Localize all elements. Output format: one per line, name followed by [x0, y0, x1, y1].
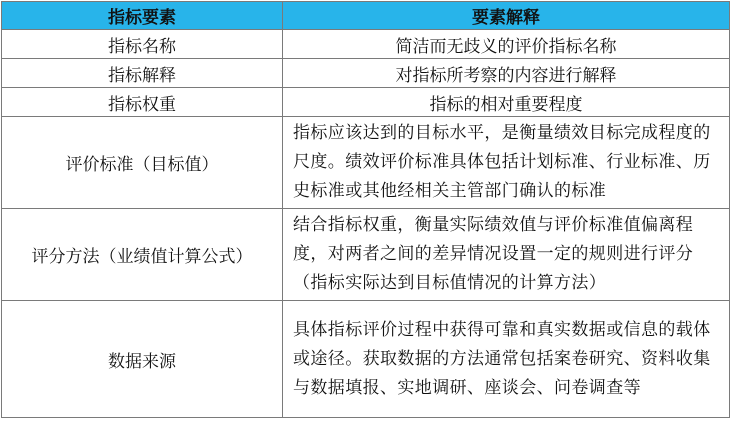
row-description: 简洁而无歧义的评价指标名称 — [283, 30, 730, 59]
row-name: 评价标准（目标值） — [2, 117, 283, 209]
row-name: 指标解释 — [2, 59, 283, 88]
header-indicator-element: 指标要素 — [2, 2, 283, 30]
table-row — [2, 88, 730, 117]
table-row — [2, 209, 730, 301]
table-row — [2, 30, 730, 59]
header-element-explanation: 要素解释 — [283, 2, 730, 30]
row-name: 评分方法（业绩值计算公式） — [2, 209, 283, 301]
row-description: 指标应该达到的目标水平，是衡量绩效目标完成程度的尺度。绩效评价标准具体包括计划标准、行业标准、历史标准或其他经相关主管部门确认的标准 — [283, 117, 730, 209]
row-name: 指标名称 — [2, 30, 283, 59]
row-description: 对指标所考察的内容进行解释 — [283, 59, 730, 88]
indicator-elements-table — [1, 1, 730, 418]
row-description: 指标的相对重要程度 — [283, 88, 730, 117]
table-header-row — [2, 2, 730, 30]
indicator-table-container — [1, 1, 730, 418]
row-name: 指标权重 — [2, 88, 283, 117]
table-row — [2, 59, 730, 88]
table-row — [2, 117, 730, 209]
table-row — [2, 301, 730, 418]
row-name: 数据来源 — [2, 301, 283, 418]
row-description: 结合指标权重，衡量实际绩效值与评价标准值偏离程度，对两者之间的差异情况设置一定的规则进行评分（指标实际达到目标值情况的计算方法） — [283, 209, 730, 301]
row-description: 具体指标评价过程中获得可靠和真实数据或信息的载体或途径。获取数据的方法通常包括案卷研究、资料收集与数据填报、实地调研、座谈会、问卷调查等 — [283, 301, 730, 418]
